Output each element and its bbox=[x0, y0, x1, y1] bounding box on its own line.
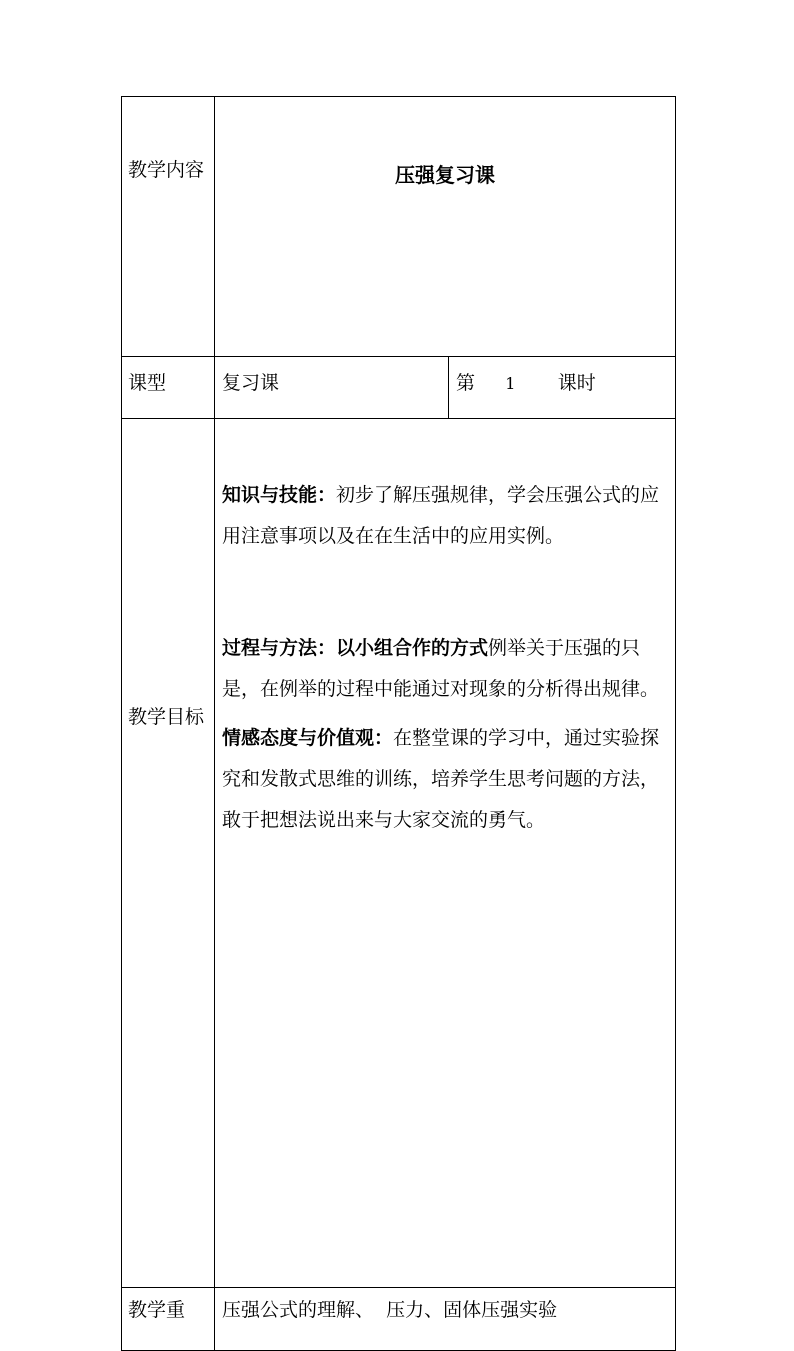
period-suffix: 课时 bbox=[557, 372, 596, 394]
period-number: 1 bbox=[505, 374, 516, 393]
goal-text: 例举关于压强的只是，在例举的过程中能通过对现象的分析得出规律。 bbox=[222, 637, 660, 700]
goal-heading: 过程与方法：以小组合作的方式 bbox=[222, 637, 489, 659]
goal-heading: 情感态度与价值观： bbox=[222, 727, 394, 749]
teaching-content-label: 教学内容 bbox=[122, 97, 215, 357]
lesson-period-cell bbox=[449, 357, 676, 419]
teaching-content-cell bbox=[215, 97, 676, 357]
goal-process-method bbox=[222, 628, 661, 710]
period-prefix: 第 bbox=[456, 372, 476, 394]
row-lesson-type bbox=[122, 357, 676, 419]
row-teaching-content bbox=[122, 97, 676, 357]
goal-knowledge-skills bbox=[222, 475, 661, 557]
key-points-value: 压强公式的理解、 压力、固体压强实验 bbox=[215, 1288, 676, 1351]
row-key-points bbox=[122, 1288, 676, 1351]
key-points-label: 教学重 bbox=[122, 1288, 215, 1351]
lesson-plan-table bbox=[121, 96, 676, 1351]
teaching-goals-label: 教学目标 bbox=[122, 419, 215, 1288]
goal-text: 在整堂课的学习中，通过实验探究和发散式思维的训练，培养学生思考问题的方法，敢于把想法说出来与大家交流的勇气。 bbox=[222, 727, 660, 831]
goal-text: 初步了解压强规律，学会压强公式的应用注意事项以及在在生活中的应用实例。 bbox=[222, 484, 660, 547]
teaching-goals-cell bbox=[215, 419, 676, 1288]
row-teaching-goals bbox=[122, 419, 676, 1288]
lesson-title: 压强复习课 bbox=[395, 163, 495, 187]
goal-attitude-values bbox=[222, 718, 661, 841]
lesson-type-label: 课型 bbox=[122, 357, 215, 419]
goal-heading: 知识与技能： bbox=[222, 484, 337, 506]
lesson-type-value: 复习课 bbox=[215, 357, 449, 419]
